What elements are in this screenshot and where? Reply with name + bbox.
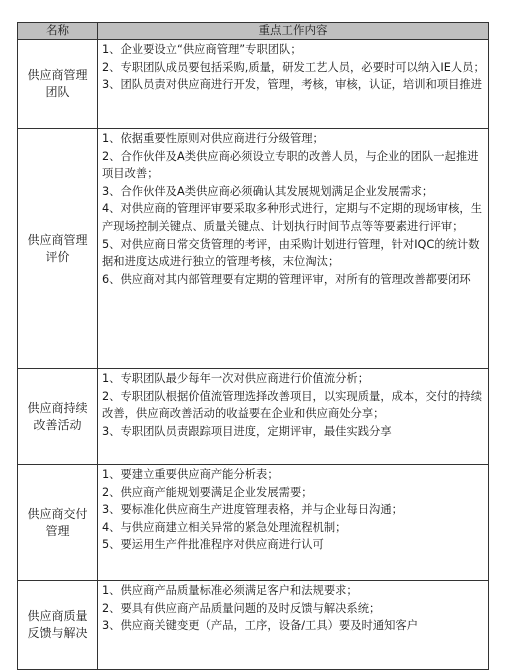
list-item: 3、专职团队员责跟踪项目进度，定期评审，最佳实践分享	[102, 424, 392, 438]
content-table	[17, 22, 489, 670]
row-name: 供应商管理评价	[18, 129, 98, 368]
table-row	[18, 40, 488, 129]
row-content	[98, 40, 488, 128]
row-name: 供应商持续改善活动	[18, 369, 98, 464]
list-item: 5、对供应商日常交货管理的考评，由采购计划进行管理，针对IQC的统计数据和进度达成进行独立的管理考核，末位淘汰；	[102, 237, 480, 269]
list-item: 1、依据重要性原则对供应商进行分级管理；	[102, 132, 324, 145]
header-name-col: 名称	[18, 23, 98, 39]
row-content	[98, 581, 488, 669]
table-row	[18, 129, 488, 369]
list-item: 3、要标准化供应商生产进度管理表格，并与企业每日沟通；	[102, 503, 403, 517]
list-item: 1、企业要设立“供应商管理”专职团队；	[102, 43, 302, 56]
table-row	[18, 369, 488, 465]
row-content	[98, 129, 488, 368]
list-item: 4、与供应商建立相关异常的紧急处理流程机制；	[102, 520, 347, 534]
list-item: 6、供应商对其内部管理要有定期的管理评审，对所有的管理改善都要闭环	[102, 272, 471, 286]
list-item: 4、对供应商的管理评审要采取多种形式进行，定期与不定期的现场审核，生产现场控制关键点、质量关键点、计划执行时间节点等等要素进行评审；	[102, 202, 482, 233]
list-item: 1、专职团队最少每年一次对供应商进行价值流分析；	[102, 372, 370, 385]
list-item: 3、供应商关键变更（产品，工序，设备/工具）要及时通知客户	[102, 619, 419, 633]
row-name: 供应商管理团队	[18, 40, 98, 128]
row-content	[98, 465, 488, 580]
list-item: 1、供应商产品质量标准必须满足客户和法规要求；	[102, 584, 358, 597]
list-item: 3、合作伙伴及A类供应商必须确认其发展规划满足企业发展需求；	[102, 184, 434, 198]
list-item: 2、供应商产能规划要满足企业发展需要；	[102, 485, 313, 499]
row-name: 供应商交付管理	[18, 465, 98, 580]
header-content-col: 重点工作内容	[258, 23, 328, 38]
list-item: 1、要建立重要供应商产能分析表；	[102, 468, 279, 481]
row-content	[98, 369, 488, 464]
table-header	[18, 23, 488, 40]
list-item: 2、专职团队根据价值流管理选择改善项目，以实现质量，成本，交付的持续改善，供应商改善活动的收益要在企业和供应商处分享；	[102, 389, 482, 421]
list-item: 2、专职团队成员要包括采购,质量，研发工艺人员，必要时可以纳入IE人员；	[102, 60, 485, 74]
list-item: 3、团队员责对供应商进行开发，管理，考核，审核，认证，培训和项目推进	[102, 78, 482, 92]
table-row	[18, 581, 488, 669]
list-item: 5、要运用生产件批准程序对供应商进行认可	[102, 538, 324, 552]
list-item: 2、要具有供应商产品质量问题的及时反馈与解决系统；	[102, 601, 381, 615]
table-row	[18, 465, 488, 581]
row-name: 供应商质量反馈与解决	[18, 581, 98, 669]
list-item: 2、合作伙伴及A类供应商必须设立专职的改善人员，与企业的团队一起推进项目改善；	[102, 149, 479, 181]
